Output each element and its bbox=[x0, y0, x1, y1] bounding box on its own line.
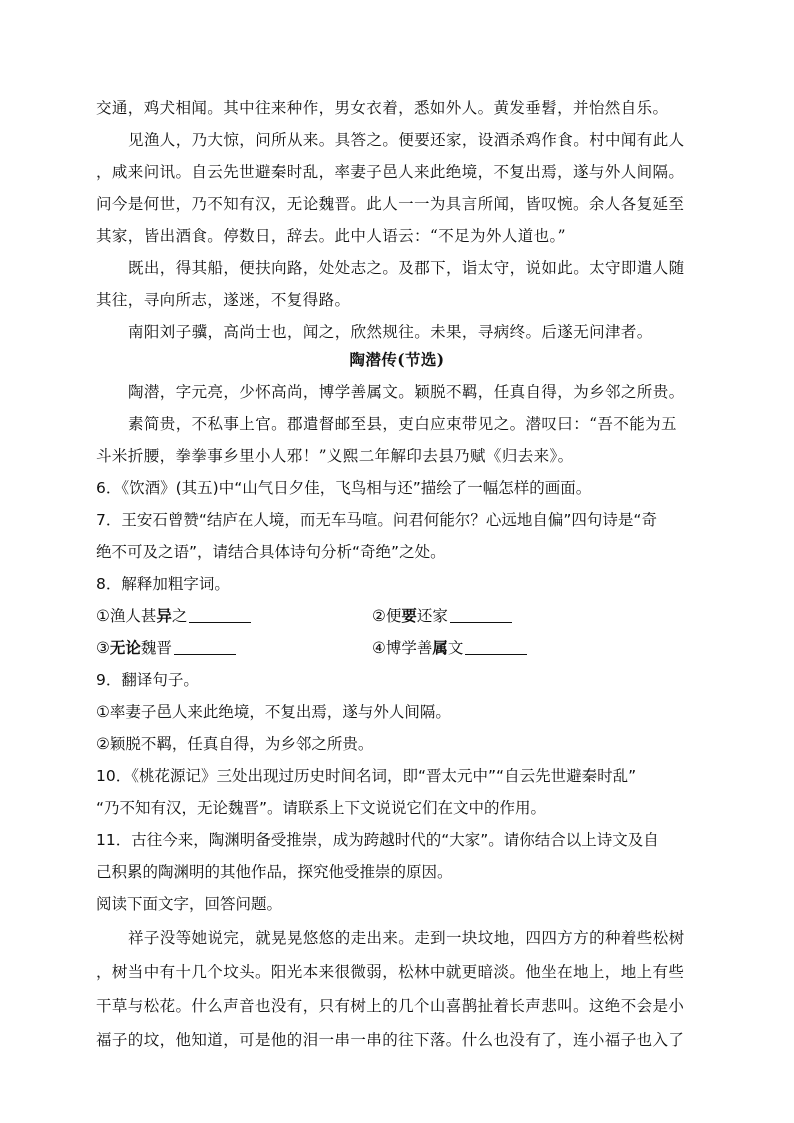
question-8-item-2 bbox=[372, 604, 512, 626]
q8-item-3-pre: ③ bbox=[96, 639, 110, 657]
q8-item-2-post: 还家 bbox=[416, 607, 448, 625]
question-11-line-2: 己积累的陶渊明的其他作品，探究他受推崇的原因。 bbox=[96, 863, 453, 881]
passage1-line-7: 其往，寻向所志，遂迷，不复得路。 bbox=[96, 291, 351, 309]
reading-intro: 阅读下面文字，回答问题。 bbox=[96, 895, 283, 913]
passage1-line-6: 既出，得其船，便扶向路，处处志之。及郡下，诣太守，说如此。太守即遣人随 bbox=[128, 259, 685, 277]
q8-item-4-bold: 属 bbox=[432, 639, 448, 657]
question-9: 9．翻译句子。 bbox=[96, 671, 199, 689]
question-6: 6．《饮酒》(其五)中“山气日夕佳，飞鸟相与还”描绘了一幅怎样的画面。 bbox=[96, 479, 592, 497]
question-8-item-1 bbox=[96, 604, 251, 626]
q8-item-2-answer-blank[interactable] bbox=[450, 608, 512, 623]
q8-item-4-answer-blank[interactable] bbox=[465, 640, 527, 655]
q8-item-2-bold: 要 bbox=[401, 607, 417, 625]
passage2-title: 陶潜传(节选) bbox=[349, 350, 445, 369]
passage2-line-2: 素简贵，不私事上官。郡遣督邮至县，吏白应束带见之。潜叹曰：“吾不能为五 bbox=[128, 415, 677, 433]
q8-item-1-bold: 异 bbox=[156, 607, 172, 625]
passage1-line-5: 其家，皆出酒食。停数日，辞去。此中人语云：“不足为外人道也。” bbox=[96, 227, 567, 245]
question-10-line-2: “乃不知有汉，无论魏晋”。请联系上下文说说它们在文中的作用。 bbox=[96, 799, 547, 817]
question-7-line-1: 7．王安石曾赞“结庐在人境，而无车马喧。问君何能尔？心远地自偏”四句诗是“奇 bbox=[96, 511, 657, 529]
q8-item-4-pre: ④博学善 bbox=[372, 639, 433, 657]
question-8: 8．解释加粗字词。 bbox=[96, 575, 230, 593]
passage3-line-3: 干草与松花。什么声音也没有，只有树上的几个山喜鹊扯着长声悲叫。这绝不会是小 bbox=[96, 997, 685, 1015]
q8-item-3-answer-blank[interactable] bbox=[174, 640, 236, 655]
passage1-line-3: ，咸来问讯。自云先世避秦时乱，率妻子邑人来此绝境，不复出焉，遂与外人间隔。 bbox=[96, 163, 685, 181]
q8-item-1-pre: ①渔人甚 bbox=[96, 607, 157, 625]
passage1-line-8: 南阳刘子骥，高尚士也，闻之，欣然规往。未果，寻病终。后遂无问津者。 bbox=[128, 323, 653, 341]
passage3-line-1: 祥子没等她说完，就晃晃悠悠的走出来。走到一块坟地，四四方方的种着些松树 bbox=[128, 929, 685, 947]
passage1-line-2: 见渔人，乃大惊，问所从来。具答之。便要还家，设酒杀鸡作食。村中闻有此人 bbox=[128, 131, 685, 149]
passage2-line-1: 陶潜，字元亮，少怀高尚，博学善属文。颖脱不羁，任真自得，为乡邻之所贵。 bbox=[128, 383, 685, 401]
q8-item-3-bold: 无论 bbox=[109, 639, 141, 657]
q8-item-1-answer-blank[interactable] bbox=[189, 608, 251, 623]
question-8-item-4 bbox=[372, 636, 527, 658]
q8-item-4-post: 文 bbox=[447, 639, 464, 657]
question-8-item-3 bbox=[96, 636, 236, 658]
question-7-line-2: 绝不可及之语”，请结合具体诗句分析“奇绝”之处。 bbox=[96, 543, 446, 561]
passage1-line-4: 问今是何世，乃不知有汉，无论魏晋。此人一一为具言所闻，皆叹惋。余人各复延至 bbox=[96, 195, 685, 213]
question-10-line-1: 10．《桃花源记》三处出现过历史时间名词，即“晋太元中”“自云先世避秦时乱” bbox=[96, 767, 637, 785]
q8-item-1-post: 之 bbox=[171, 607, 188, 625]
passage3-line-2: ，树当中有十几个坟头。阳光本来很微弱，松林中就更暗淡。他坐在地上，地上有些 bbox=[96, 963, 685, 981]
passage1-line-1: 交通，鸡犬相闻。其中往来种作，男女衣着，悉如外人。黄发垂髫，并怡然自乐。 bbox=[96, 99, 669, 117]
q8-item-3-post: 魏晋 bbox=[140, 639, 172, 657]
passage2-line-3: 斗米折腰，拳拳事乡里小人邪！”义熙二年解印去县乃赋《归去来》。 bbox=[96, 447, 574, 465]
question-11-line-1: 11．古往今来，陶渊明备受推崇，成为跨越时代的“大家”。请你结合以上诗文及自 bbox=[96, 831, 659, 849]
question-9-item-1: ①率妻子邑人来此绝境，不复出焉，遂与外人间隔。 bbox=[96, 703, 451, 721]
passage3-line-4: 福子的坟，他知道，可是他的泪一串一串的往下落。什么也没有了，连小福子也入了 bbox=[96, 1031, 685, 1049]
q8-item-2-pre: ②便 bbox=[372, 607, 402, 625]
question-9-item-2: ②颖脱不羁，任真自得，为乡邻之所贵。 bbox=[96, 735, 374, 753]
